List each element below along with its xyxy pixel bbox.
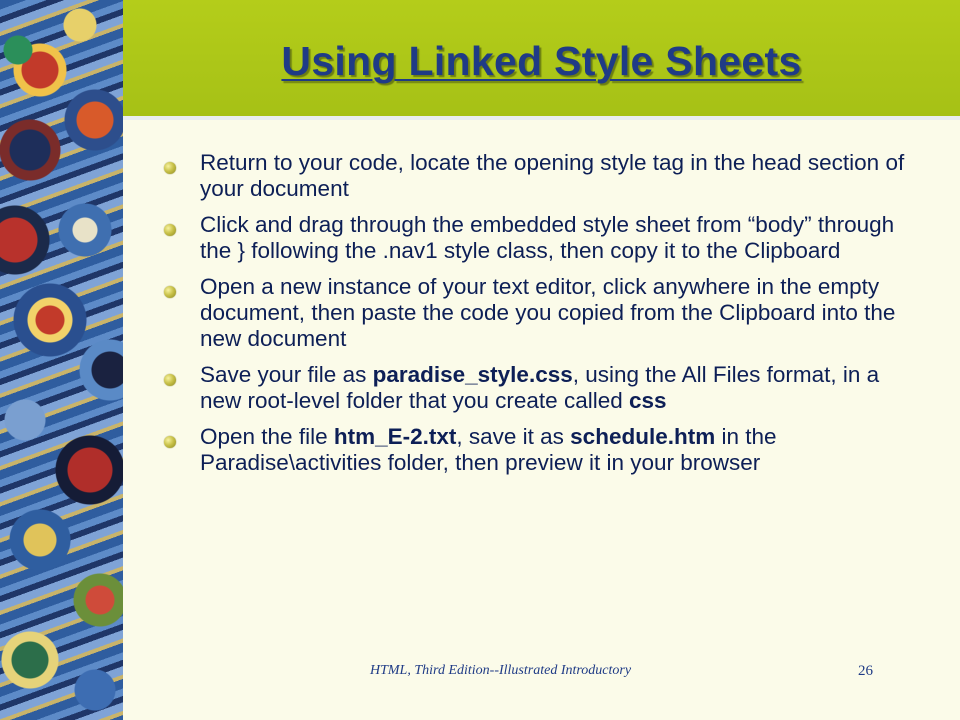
bullet-item [162, 362, 922, 414]
bullet-icon [164, 286, 176, 298]
bullet-item [162, 424, 922, 476]
bullet-icon [164, 436, 176, 448]
bold-text: css [628, 388, 667, 413]
text-segment: , using the All Files format, in a new root-level folder that you create called [200, 362, 880, 413]
bold-text: paradise_style.css [372, 362, 573, 387]
text-segment: Save your file as [200, 362, 373, 387]
bold-text: htm_E-2.txt [333, 424, 457, 449]
text-segment: Return to your code, locate the opening style tag in the head section of your document [200, 150, 905, 201]
text-segment: Open a new instance of your text editor, click anywhere in the empty document, then paste the code you copied from the Clipboard into the new document [200, 274, 896, 351]
footer-text: HTML, Third Edition--Illustrated Introductory [370, 663, 632, 678]
bullet-text [200, 362, 922, 414]
bullet-icon [164, 374, 176, 386]
painting-decoration [0, 0, 123, 720]
bullet-icon [164, 162, 176, 174]
text-segment: Open the file [200, 424, 334, 449]
bullet-item [162, 274, 922, 352]
header-divider [123, 116, 960, 120]
text-segment: , save it as [456, 424, 571, 449]
bullet-text [200, 424, 922, 476]
bullet-list [162, 150, 922, 486]
bullet-text [200, 274, 922, 352]
text-segment: in the Paradise\activities folder, then preview it in your browser [200, 424, 777, 475]
bullet-text [200, 150, 922, 202]
bullet-item [162, 212, 922, 264]
slide-title: Using Linked Style Sheets [281, 38, 802, 84]
bullet-icon [164, 224, 176, 236]
bold-text: schedule.htm [570, 424, 716, 449]
bullet-text [200, 212, 922, 264]
bullet-item [162, 150, 922, 202]
page-number: 26 [858, 663, 873, 679]
text-segment: Click and drag through the embedded style sheet from “body” through the } following the .nav1 style class, then copy it to the Clipboard [200, 212, 895, 263]
